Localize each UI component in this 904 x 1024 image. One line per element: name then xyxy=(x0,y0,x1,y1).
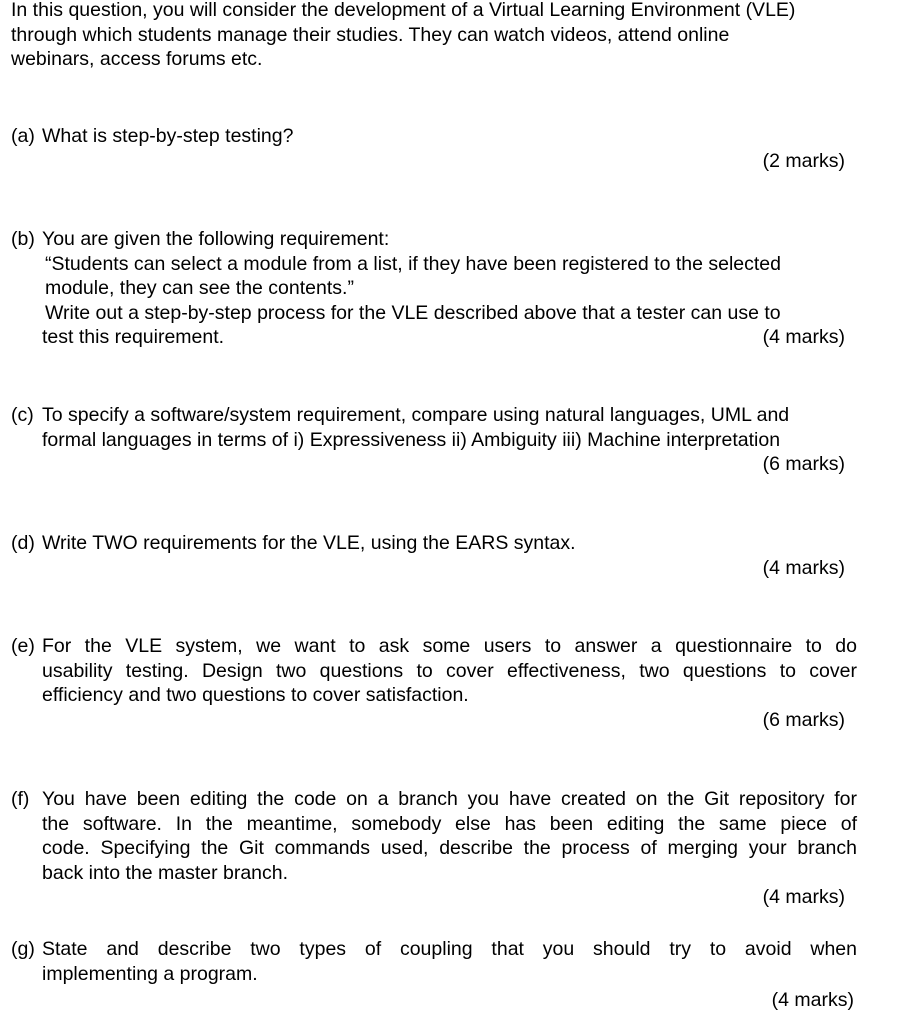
question-text: efficiency and two questions to cover satisfaction. xyxy=(42,684,469,706)
question-label: (f) xyxy=(11,788,30,810)
question-text: usability testing. Design two questions to cover effectiveness, two questions to cover xyxy=(42,659,857,682)
question-text: the software. In the meantime, somebody else has been editing the same piece of xyxy=(42,812,857,835)
question-text: formal languages in terms of i) Expressiveness ii) Ambiguity iii) Machine interpretation xyxy=(42,428,781,451)
question-f xyxy=(11,787,857,910)
question-b xyxy=(11,227,857,350)
question-label: (g) xyxy=(11,938,35,960)
question-g xyxy=(11,937,857,1013)
question-text: code. Specifying the Git commands used, describe the process of merging your branch xyxy=(42,837,857,859)
marks-label: (4 marks) xyxy=(762,886,845,908)
question-text: back into the master branch. xyxy=(42,861,289,884)
question-label: (e) xyxy=(11,635,35,657)
question-label: (c) xyxy=(11,404,34,426)
question-c xyxy=(11,403,857,477)
question-text: What is step-by-step testing? xyxy=(42,125,294,147)
question-label: (a) xyxy=(11,125,35,147)
question-text: implementing a program. xyxy=(42,962,258,985)
question-e xyxy=(11,634,857,732)
question-text-end: test this requirement. xyxy=(42,326,225,348)
question-label: (d) xyxy=(11,532,35,554)
question-text: State and describe two types of coupling that you should try to avoid when xyxy=(42,938,857,960)
question-text xyxy=(11,325,857,350)
question-label: (b) xyxy=(11,228,35,250)
question-text: You have been editing the code on a branch you have created on the Git repository for xyxy=(42,788,857,810)
question-text: For the VLE system, we want to ask some users to answer a questionnaire to do xyxy=(42,635,857,657)
marks-label: (4 marks) xyxy=(762,326,845,348)
question-text: You are given the following requirement: xyxy=(42,228,390,250)
requirement-quote: module, they can see the contents.” xyxy=(45,277,354,299)
requirement-quote: “Students can select a module from a list, if they have been registered to the selected xyxy=(45,252,781,275)
marks-label: (4 marks) xyxy=(762,556,845,579)
intro-line: through which students manage their studies. They can watch videos, attend online xyxy=(11,23,730,46)
marks-label: (6 marks) xyxy=(762,453,845,475)
marks-label: (2 marks) xyxy=(762,149,845,172)
question-text: Write TWO requirements for the VLE, using the EARS syntax. xyxy=(42,532,576,554)
marks-label: (4 marks) xyxy=(771,989,854,1011)
intro-paragraph xyxy=(11,0,871,72)
intro-line: In this question, you will consider the development of a Virtual Learning Environment (VLE) xyxy=(11,0,796,21)
question-text: To specify a software/system requirement, compare using natural languages, UML and xyxy=(42,404,790,426)
question-a xyxy=(11,124,857,173)
marks-label: (6 marks) xyxy=(762,708,845,731)
question-d xyxy=(11,531,857,580)
intro-line: webinars, access forums etc. xyxy=(11,48,263,70)
question-text: Write out a step-by-step process for the VLE described above that a tester can use to xyxy=(45,301,781,324)
